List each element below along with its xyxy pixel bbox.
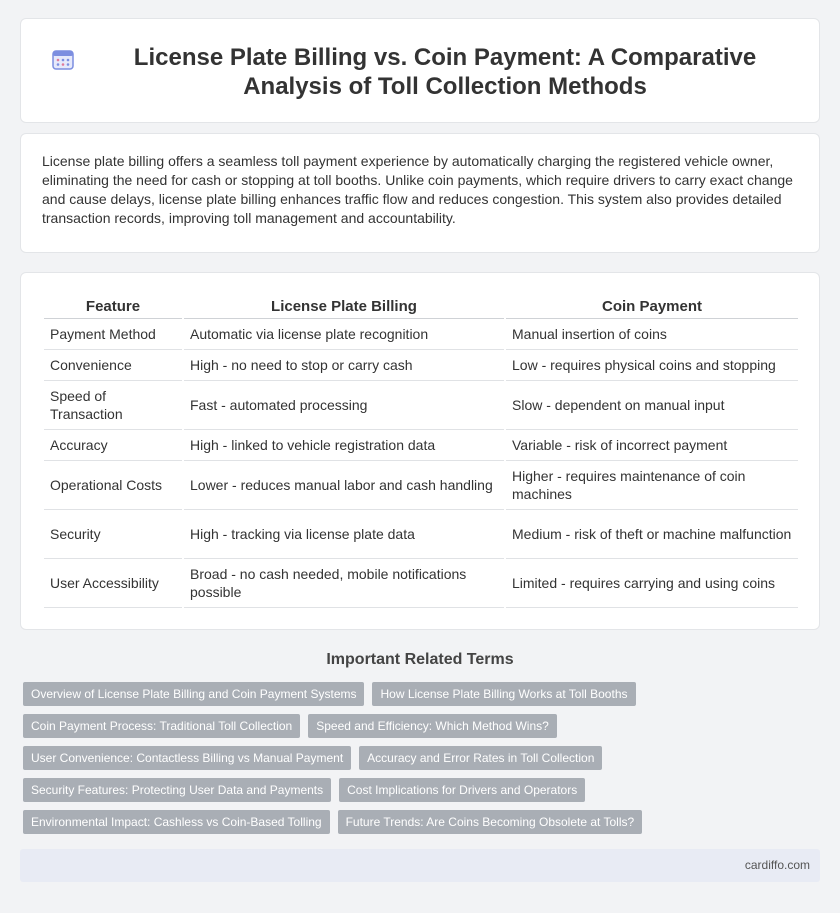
table-cell: Speed of Transaction [44,381,182,430]
table-cell: Convenience [44,350,182,381]
table-cell: Security [44,510,182,559]
table-row [44,430,798,461]
related-term-link[interactable]: User Convenience: Contactless Billing vs Manual Payment [23,746,351,770]
related-term-link[interactable]: Security Features: Protecting User Data and Payments [23,778,331,802]
table-cell: Lower - reduces manual labor and cash handling [184,461,504,510]
related-term-link[interactable]: Coin Payment Process: Traditional Toll Collection [23,714,300,738]
footer-bar [20,849,820,882]
table-cell: High - no need to stop or carry cash [184,350,504,381]
table-cell: Payment Method [44,319,182,350]
comparison-table-card [20,272,820,630]
table-cell: Broad - no cash needed, mobile notifications possible [184,559,504,608]
table-cell: User Accessibility [44,559,182,608]
related-term-link[interactable]: Future Trends: Are Coins Becoming Obsolete at Tolls? [338,810,643,834]
intro-card [20,133,820,253]
table-cell: High - linked to vehicle registration data [184,430,504,461]
related-term-link[interactable]: Environmental Impact: Cashless vs Coin-Based Tolling [23,810,330,834]
table-cell: Higher - requires maintenance of coin machines [506,461,798,510]
table-cell: Fast - automated processing [184,381,504,430]
table-header-row [44,293,798,319]
table-row [44,350,798,381]
header-license-plate-billing: License Plate Billing [184,293,504,319]
related-term-link[interactable]: Overview of License Plate Billing and Coin Payment Systems [23,682,364,706]
table-cell: Operational Costs [44,461,182,510]
header-coin-payment: Coin Payment [506,293,798,319]
table-cell: Automatic via license plate recognition [184,319,504,350]
header-feature: Feature [44,293,182,319]
calendar-icon [51,47,75,71]
table-cell: Low - requires physical coins and stopping [506,350,798,381]
table-cell: Variable - risk of incorrect payment [506,430,798,461]
table-cell: Manual insertion of coins [506,319,798,350]
related-term-link[interactable]: Cost Implications for Drivers and Operators [339,778,585,802]
table-row [44,510,798,559]
table-cell: Slow - dependent on manual input [506,381,798,430]
table-row [44,381,798,430]
related-terms-list [23,682,643,834]
table-cell: High - tracking via license plate data [184,510,504,559]
related-term-link[interactable]: How License Plate Billing Works at Toll Booths [372,682,635,706]
table-row [44,559,798,608]
table-row [44,461,798,510]
intro-paragraph: License plate billing offers a seamless toll payment experience by automatically charging the registered vehicle owner, eliminating the need for cash or stopping at toll booths. Unlike coin payments, which require drivers to carry exact change and cause delays, license plate billing enhances traffic flow and reduces congestion. This system also provides detailed transaction records, improving toll management and accountability. [42,153,793,226]
page-title: License Plate Billing vs. Coin Payment: A Comparative Analysis of Toll Collection Methods [133,44,757,100]
related-term-link[interactable]: Accuracy and Error Rates in Toll Collection [359,746,602,770]
title-card [20,18,820,123]
comparison-table [42,293,800,608]
related-terms-title: Important Related Terms [326,651,514,668]
footer-site-name[interactable]: cardiffo.com [744,858,810,872]
table-cell: Accuracy [44,430,182,461]
table-cell: Limited - requires carrying and using coins [506,559,798,608]
related-term-link[interactable]: Speed and Efficiency: Which Method Wins? [308,714,557,738]
table-row [44,319,798,350]
table-cell: Medium - risk of theft or machine malfunction [506,510,798,559]
